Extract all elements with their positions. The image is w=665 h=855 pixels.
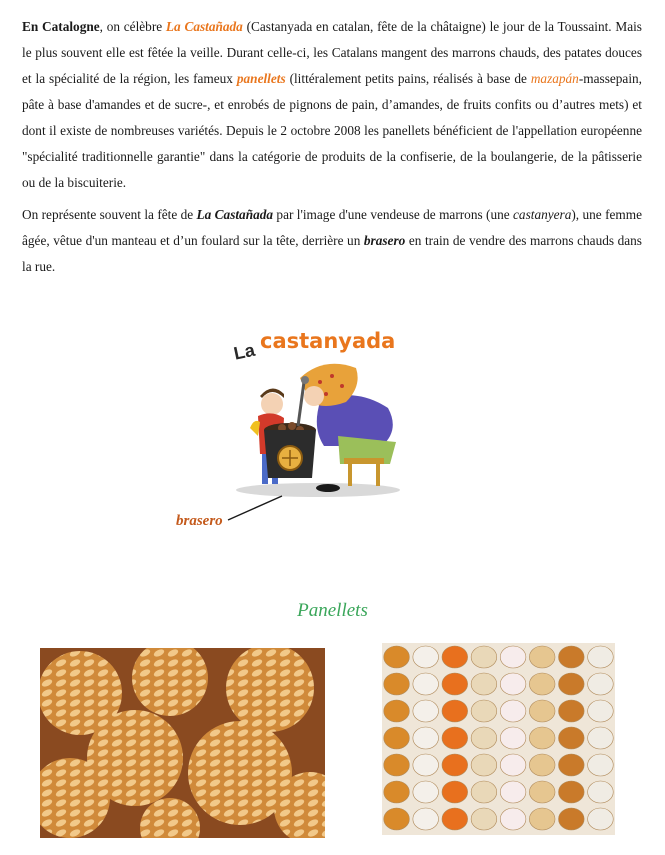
assorted-panellets-photo: [382, 643, 615, 835]
pine-nut-panellets-photo: [40, 648, 325, 838]
intro-text-2: (Castanyada en catalan, fête de la châtaigne) le jour de la Toussaint. Mais le plus souvent elle est fêtée la veille. Durant celle-ci, les Catalans mangent des marrons chauds, des patates douces et la spécialité de la région, les fameux: [22, 19, 642, 86]
la-castanada-term-2: La Castañada: [196, 207, 274, 222]
intro-text-4: -massepain, pâte à base d'amandes et de sucre-, et enrobés de pignons de pain, d’amandes, de fruits confits ou d’autres mets) et dont il existe de nombreuses variétés. Depuis le 2 octobre 2008 les panellets bénéficient de l'appellation européenne "spécialité traditionnelle garantie" dans la catégorie de produits de la confiserie, de la boulangerie, de la pâtisserie ou de la biscuiterie.: [22, 71, 642, 190]
illustration-title-la: La: [231, 339, 257, 364]
panellets-term: panellets: [236, 71, 286, 86]
mazapan-term: mazapán: [530, 71, 579, 86]
intro-text-3: (littéralement petits pains, réalisés à base de: [285, 71, 531, 86]
brasero-term: brasero: [363, 233, 406, 248]
castanyera-text-1: On représente souvent la fête de: [22, 207, 197, 222]
intro-lead: En Catalogne: [22, 19, 100, 34]
castanyera-text-4: en train de vendre des marrons chauds dans la rue.: [22, 233, 642, 274]
illustration-title-word: castanyada: [260, 329, 396, 353]
intro-text-1: , on célèbre: [99, 19, 166, 34]
panellets-heading: Panellets: [297, 600, 368, 621]
brasero-label: brasero: [176, 513, 223, 529]
la-castanada-term: La Castañada: [165, 19, 243, 34]
castanyada-illustration: [228, 318, 408, 500]
castanyera-text-3: ), une femme âgée, vêtue d'un manteau et d’un foulard sur la tête, derrière un: [22, 207, 642, 248]
castanyera-term: castanyera: [513, 207, 572, 222]
castanyera-text-2: par l'image d'une vendeuse de marrons (une: [273, 207, 514, 222]
castanyera-paragraph: [22, 202, 642, 280]
brasero-pointer-arrow: [226, 493, 286, 523]
intro-paragraph: [22, 14, 642, 196]
